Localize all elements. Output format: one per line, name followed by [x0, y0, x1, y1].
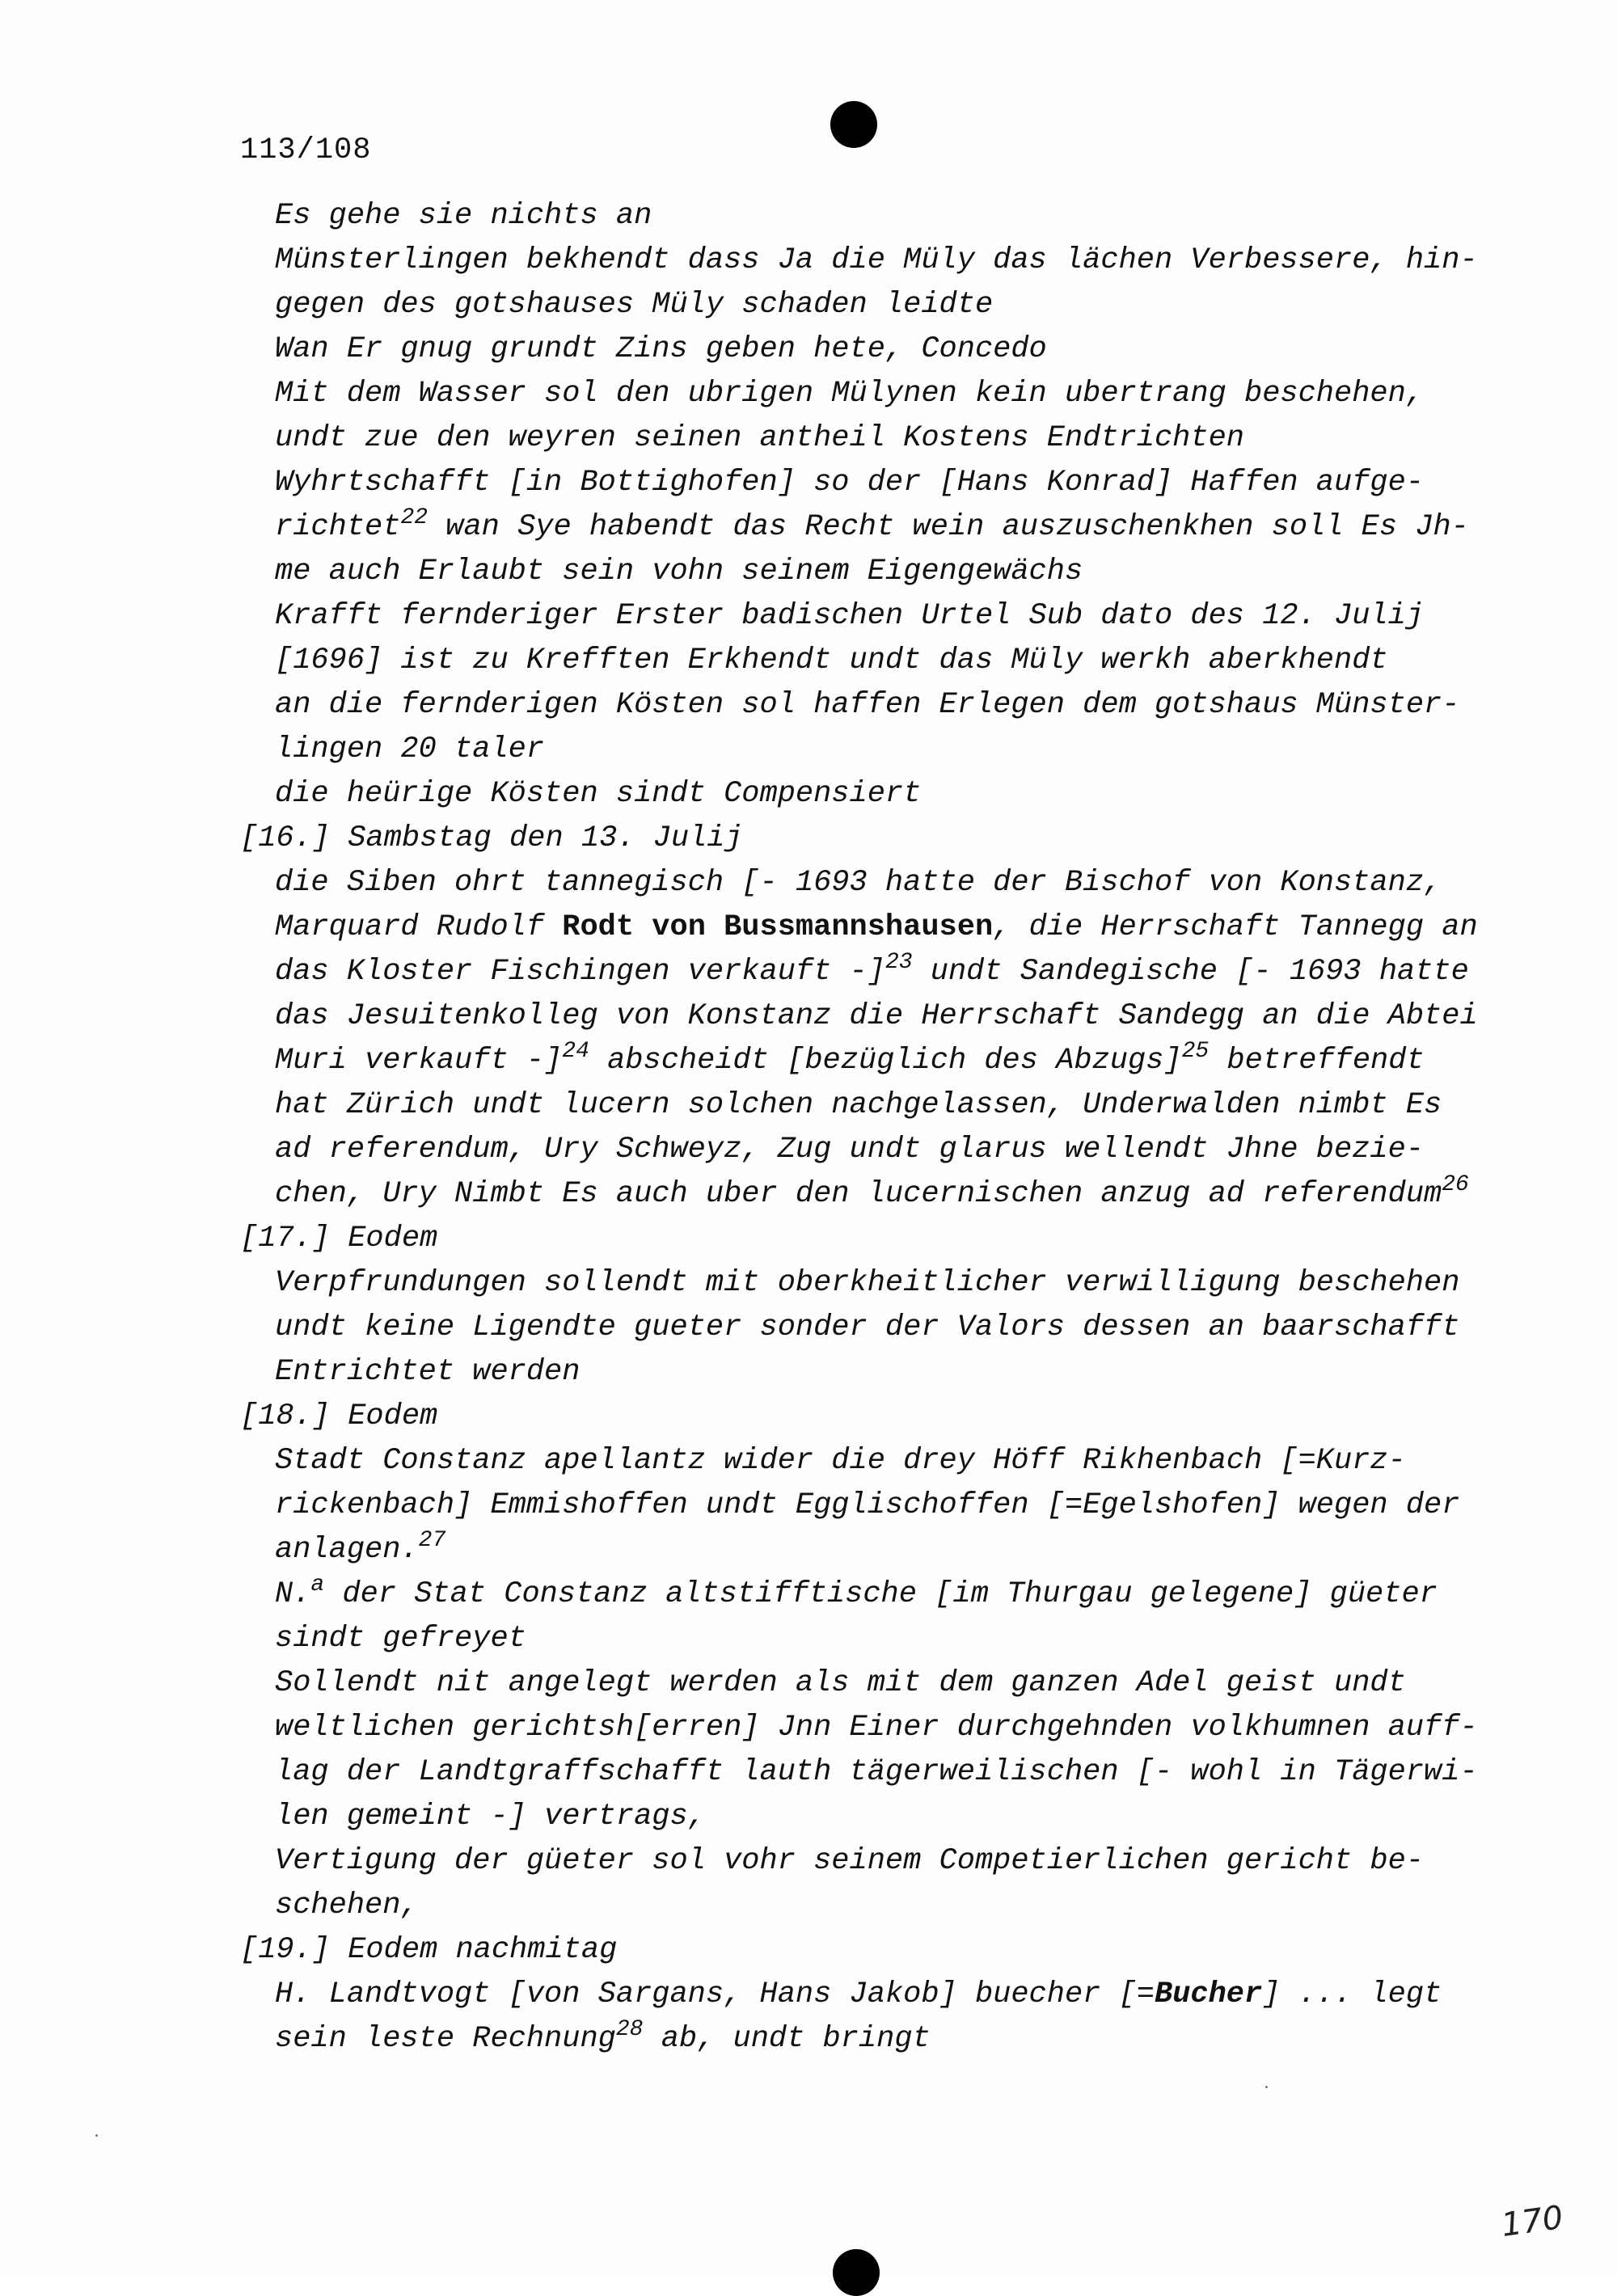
text-line: [1696] ist zu Krefften Erkhendt undt das Müly werkh aberkhendt [275, 644, 1388, 677]
text-line: ad referendum, Ury Schweyz, Zug undt glarus wellendt Jhne bezie- [275, 1133, 1425, 1167]
text-segment: ab, undt bringt [643, 2022, 931, 2056]
text-line: sindt gefreyet [275, 1622, 526, 1656]
text-line: Mit dem Wasser sol den ubrigen Mülynen kein ubertrang beschehen, [275, 377, 1425, 411]
footnote-ref: 23 [884, 950, 913, 975]
text-segment: ] ... legt [1262, 1977, 1442, 2011]
scan-speck [1265, 2086, 1268, 2088]
text-line [275, 1977, 1442, 2012]
text-line [275, 1528, 446, 1568]
footnote-ref: 26 [1442, 1172, 1469, 1197]
footnote-ref: 27 [418, 1528, 446, 1553]
text-segment: abscheidt [bezüglich des Abzugs] [589, 1044, 1182, 1078]
text-segment: sein leste Rechnung [275, 2022, 616, 2056]
text-segment: das Kloster Fischingen verkauft -] [275, 955, 885, 989]
text-line: Stadt Constanz apellantz wider die drey Höff Rikhenbach [=Kurz- [275, 1444, 1406, 1478]
text-segment: der Stat Constanz altstifftische [im Thurgau gelegene] güeter [324, 1577, 1438, 1611]
text-line: gegen des gotshauses Müly schaden leidte [275, 288, 994, 322]
text-line: an die fernderigen Kösten sol haffen Erlegen dem gotshaus Münster- [275, 688, 1460, 722]
punch-hole-bottom [833, 2249, 880, 2296]
footnote-ref: 25 [1181, 1039, 1210, 1064]
text-line: rickenbach] Emmishoffen undt Egglischoffen [=Egelshofen] wegen der [275, 1488, 1460, 1522]
section-heading: [16.] Sambstag den 13. Julij [240, 821, 743, 855]
text-line: Es gehe sie nichts an [275, 199, 652, 233]
punch-hole-top [830, 101, 877, 148]
section-heading: [18.] Eodem [240, 1399, 438, 1433]
text-line: schehen, [275, 1889, 419, 1922]
text-line [275, 910, 1478, 945]
text-line: das Jesuitenkolleg von Konstanz die Herrschaft Sandegg an die Abtei [275, 999, 1478, 1033]
text-line: weltlichen gerichtsh[erren] Jnn Einer durchgehnden volkhumnen auff- [275, 1711, 1478, 1745]
text-line [275, 950, 1469, 990]
page-reference: 113/108 [240, 133, 372, 167]
text-segment: , die Herrschaft Tannegg an [993, 910, 1478, 944]
text-segment: N. [275, 1577, 311, 1611]
note-ref: a [310, 1572, 325, 1597]
text-segment: Marquard Rudolf [275, 910, 563, 944]
text-line: lingen 20 taler [275, 732, 545, 766]
text-line: die Siben ohrt tannegisch [- 1693 hatte der Bischof von Konstanz, [275, 866, 1442, 900]
text-segment: richtet [275, 510, 401, 544]
text-line: Wan Er gnug grundt Zins geben hete, Concedo [275, 332, 1047, 366]
text-line [275, 1572, 1438, 1612]
text-segment: H. Landtvogt [von Sargans, Hans Jakob] buecher [= [275, 1977, 1155, 2011]
text-line: hat Zürich undt lucern solchen nachgelassen, Underwalden nimbt Es [275, 1088, 1442, 1122]
text-line: Verpfrundungen sollendt mit oberkheitlicher verwilligung beschehen [275, 1266, 1460, 1300]
text-line: me auch Erlaubt sein vohn seinem Eigengewächs [275, 555, 1083, 589]
text-segment: undt Sandegische [- 1693 hatte [912, 955, 1469, 989]
text-segment: Muri verkauft -] [275, 1044, 563, 1078]
text-segment: chen, Ury Nimbt Es auch uber den lucernischen anzug ad referendum [275, 1177, 1442, 1211]
scan-speck [95, 2134, 98, 2137]
text-line: Münsterlingen bekhendt dass Ja die Müly das lächen Verbessere, hin- [275, 243, 1478, 277]
text-line: Vertigung der güeter sol vohr seinem Competierlichen gericht be- [275, 1844, 1425, 1878]
text-segment: wan Sye habendt das Recht wein auszuschenkhen soll Es Jh- [428, 510, 1469, 544]
text-segment: anlagen. [275, 1533, 419, 1567]
section-heading: [19.] Eodem nachmitag [240, 1933, 618, 1967]
section-heading: [17.] Eodem [240, 1222, 438, 1256]
footnote-ref: 28 [615, 2017, 644, 2042]
footnote-ref: 22 [400, 505, 429, 530]
text-line [275, 1172, 1469, 1212]
text-line: Krafft fernderiger Erster badischen Urtel Sub dato des 12. Julij [275, 599, 1425, 633]
footnote-ref: 24 [562, 1039, 589, 1064]
text-line [275, 505, 1469, 545]
text-line: undt keine Ligendte gueter sonder der Valors dessen an baarschafft [275, 1310, 1460, 1344]
bold-name: Bucher [1154, 1977, 1263, 2011]
text-line [275, 2017, 931, 2057]
bold-name: Rodt von Bussmannshausen [562, 910, 994, 944]
text-line [275, 1039, 1425, 1078]
text-line: Wyhrtschafft [in Bottighofen] so der [Hans Konrad] Haffen aufge- [275, 466, 1425, 500]
text-line: undt zue den weyren seinen antheil Kostens Endtrichten [275, 421, 1244, 455]
text-line: len gemeint -] vertrags, [275, 1800, 706, 1834]
handwritten-folio-number: 170 [1499, 2198, 1566, 2245]
text-line: Sollendt nit angelegt werden als mit dem ganzen Adel geist undt [275, 1666, 1406, 1700]
text-line: Entrichtet werden [275, 1355, 581, 1389]
text-line: die heürige Kösten sindt Compensiert [275, 777, 922, 811]
text-segment: betreffendt [1209, 1044, 1425, 1078]
text-line: lag der Landtgraffschafft lauth tägerweilischen [- wohl in Tägerwi- [275, 1755, 1478, 1789]
